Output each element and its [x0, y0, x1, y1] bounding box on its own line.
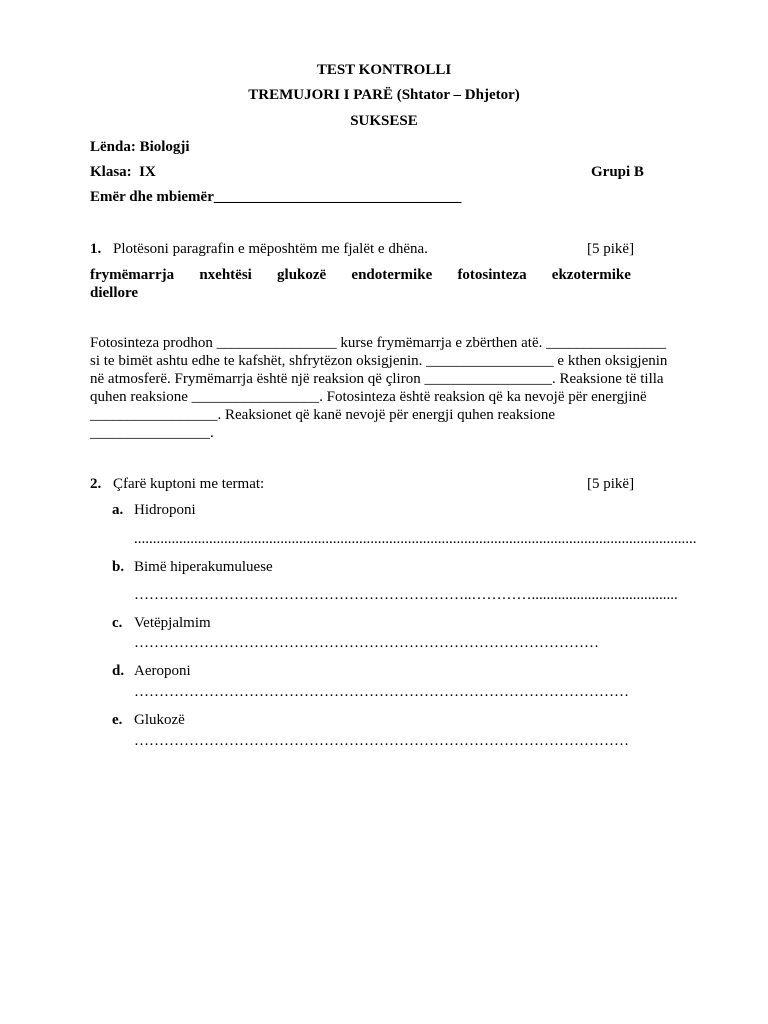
- name-line[interactable]: [90, 188, 461, 206]
- word-bank-item: fotosinteza: [457, 267, 527, 283]
- term-heading: TREMUJORI I PARË (Shtator – Dhjetor): [248, 87, 520, 103]
- paragraph-line[interactable]: Fotosinteza prodhon ________________ kurse frymëmarrja e zbërthen atë. ________________: [90, 335, 667, 351]
- answer-line[interactable]: …………………………………………………………………………………: [134, 635, 599, 651]
- paragraph-line[interactable]: në atmosferë. Frymëmarrja është një reaksion që çliron _________________. Reaksione të tilla: [90, 371, 664, 387]
- item-letter: e.: [112, 712, 123, 728]
- word-bank-item: endotermike: [351, 267, 433, 283]
- paragraph-line[interactable]: quhen reaksione _________________. Fotosinteza është reaksion që ka nevojë për energjinë: [90, 389, 647, 405]
- subject-label: Lënda: Biologji: [90, 139, 190, 155]
- item-letter: c.: [112, 615, 123, 631]
- q2-text: Çfarë kuptoni me termat:: [113, 476, 265, 492]
- q1-points: [5 pikë]: [587, 241, 635, 257]
- item-term: Glukozë: [134, 712, 185, 728]
- q1-text: Plotësoni paragrafin e mëposhtëm me fjalët e dhëna.: [113, 241, 428, 257]
- test-title: TEST KONTROLLI: [316, 62, 452, 78]
- item-term: Hidroponi: [134, 502, 196, 518]
- class-line: [90, 163, 156, 181]
- answer-line[interactable]: ......................................................................................................................................................: [134, 531, 697, 547]
- item-letter: b.: [112, 559, 125, 575]
- paragraph-line[interactable]: _________________. Reaksionet që kanë nevojë për energji quhen reaksione: [90, 407, 556, 423]
- item-letter: a.: [112, 502, 124, 518]
- item-letter: d.: [112, 663, 125, 679]
- good-luck-heading: SUKSESE: [350, 113, 418, 129]
- name-blank[interactable]: _________________________________: [213, 189, 462, 205]
- q1-number: 1.: [90, 241, 102, 257]
- answer-line[interactable]: …………………………………………………………..………….......................................: [134, 587, 678, 603]
- word-bank-item: ekzotermike: [551, 267, 631, 283]
- word-bank-item: glukozë: [277, 267, 327, 283]
- class-value: IX: [139, 164, 156, 180]
- word-bank-item: diellore: [90, 285, 139, 301]
- group-label: Grupi B: [591, 164, 644, 180]
- item-term: Aeroponi: [134, 663, 191, 679]
- word-bank: [90, 266, 631, 284]
- q2-points: [5 pikë]: [587, 476, 635, 492]
- name-label: Emër dhe mbiemër: [90, 189, 214, 205]
- word-bank-item: nxehtësi: [199, 267, 252, 283]
- class-label: Klasa:: [90, 164, 132, 180]
- item-term: Bimë hiperakumuluese: [134, 559, 273, 575]
- q2-number: 2.: [90, 476, 102, 492]
- paragraph-line[interactable]: ________________.: [90, 425, 214, 441]
- answer-line[interactable]: ………………………………………………………………………………………: [134, 684, 629, 700]
- fill-in-paragraph[interactable]: [90, 334, 680, 442]
- answer-line[interactable]: ………………………………………………………………………………………: [134, 733, 629, 749]
- item-term: Vetëpjalmim: [134, 615, 211, 631]
- paragraph-line[interactable]: si te bimët ashtu edhe te kafshët, shfrytëzon oksigjenin. _________________ e kthen oksigjenin: [90, 353, 668, 369]
- word-bank-item: frymëmarrja: [90, 267, 175, 283]
